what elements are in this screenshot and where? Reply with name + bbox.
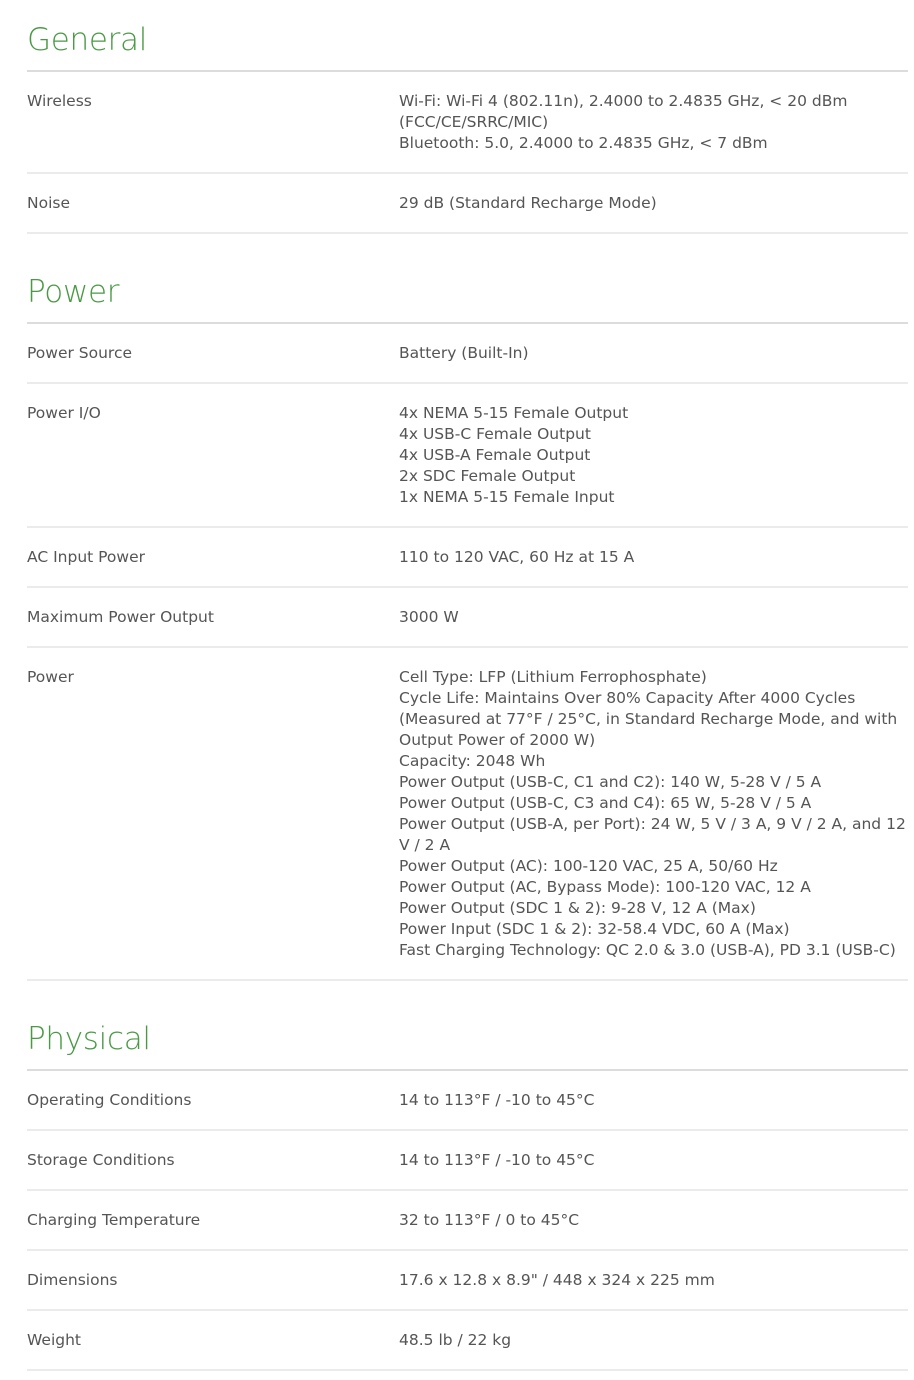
spec-value-line: Capacity: 2048 Wh: [399, 752, 546, 770]
spec-section-physical: [27, 981, 908, 1371]
spec-row: [27, 648, 908, 981]
spec-value-line: Power Output (USB-C, C3 and C4): 65 W, 5-28 V / 5 A: [399, 794, 812, 812]
spec-row: [27, 528, 908, 588]
spec-value-line: 29 dB (Standard Recharge Mode): [399, 194, 657, 212]
section-heading: General: [27, 0, 908, 72]
spec-value-line: Cell Type: LFP (Lithium Ferrophosphate): [399, 668, 707, 686]
spec-row: [27, 1251, 908, 1311]
spec-value-line: Power Output (USB-A, per Port): 24 W, 5 V / 3 A, 9 V / 2 A, and 12 V / 2 A: [399, 815, 906, 854]
spec-value-line: 48.5 lb / 22 kg: [399, 1331, 512, 1349]
spec-value: [399, 343, 908, 364]
spec-value-line: 110 to 120 VAC, 60 Hz at 15 A: [399, 548, 635, 566]
spec-row: [27, 1191, 908, 1251]
spec-value: [399, 403, 908, 508]
spec-label: Dimensions: [27, 1271, 118, 1289]
spec-label: Operating Conditions: [27, 1091, 192, 1109]
spec-value-line: 14 to 113°F / -10 to 45°C: [399, 1151, 595, 1169]
spec-value: [399, 1210, 908, 1231]
spec-value-line: Power Output (AC): 100-120 VAC, 25 A, 50/60 Hz: [399, 857, 778, 875]
spec-value-line: Fast Charging Technology: QC 2.0 & 3.0 (USB-A), PD 3.1 (USB-C): [399, 941, 896, 959]
spec-row: [27, 384, 908, 528]
spec-row: [27, 1071, 908, 1131]
spec-value: [399, 547, 908, 568]
section-heading: Power: [27, 234, 908, 324]
spec-row: [27, 324, 908, 384]
spec-value-line: Battery (Built-In): [399, 344, 529, 362]
spec-row: [27, 1131, 908, 1191]
spec-value-line: Bluetooth: 5.0, 2.4000 to 2.4835 GHz, < 7 dBm: [399, 134, 768, 152]
spec-label: Storage Conditions: [27, 1151, 175, 1169]
spec-value-line: 3000 W: [399, 608, 459, 626]
spec-value-line: 4x NEMA 5-15 Female Output: [399, 404, 629, 422]
spec-label: Power: [27, 668, 74, 686]
spec-row: [27, 72, 908, 174]
spec-section-general: [27, 0, 908, 234]
spec-value: [399, 1270, 908, 1291]
spec-row: [27, 1311, 908, 1371]
spec-value-line: 2x SDC Female Output: [399, 467, 576, 485]
spec-value-line: Power Input (SDC 1 & 2): 32-58.4 VDC, 60 A (Max): [399, 920, 790, 938]
section-heading: Physical: [27, 981, 908, 1071]
spec-value: [399, 193, 908, 214]
spec-label: Power Source: [27, 344, 133, 362]
spec-value-line: 17.6 x 12.8 x 8.9" / 448 x 324 x 225 mm: [399, 1271, 715, 1289]
spec-value: [399, 607, 908, 628]
spec-value-line: Wi-Fi: Wi-Fi 4 (802.11n), 2.4000 to 2.4835 GHz, < 20 dBm (FCC/CE/SRRC/MIC): [399, 92, 848, 131]
spec-value: [399, 1150, 908, 1171]
spec-value-line: Power Output (USB-C, C1 and C2): 140 W, 5-28 V / 5 A: [399, 773, 822, 791]
spec-row: [27, 174, 908, 234]
spec-value-line: Power Output (SDC 1 & 2): 9-28 V, 12 A (Max): [399, 899, 756, 917]
spec-value-line: Power Output (AC, Bypass Mode): 100-120 VAC, 12 A: [399, 878, 811, 896]
spec-label: AC Input Power: [27, 548, 146, 566]
spec-label: Weight: [27, 1331, 82, 1349]
spec-value: [399, 1330, 908, 1351]
spec-value: [399, 667, 908, 961]
spec-section-power: [27, 234, 908, 981]
spec-value-line: Cycle Life: Maintains Over 80% Capacity After 4000 Cycles (Measured at 77°F / 25°C, in Standard Recharge Mode, and with Output Power of 2000 W): [399, 689, 898, 749]
spec-label: Charging Temperature: [27, 1211, 201, 1229]
spec-value-line: 4x USB-C Female Output: [399, 425, 591, 443]
spec-value-line: 32 to 113°F / 0 to 45°C: [399, 1211, 580, 1229]
spec-value: [399, 91, 908, 154]
spec-row: [27, 588, 908, 648]
spec-value-line: 1x NEMA 5-15 Female Input: [399, 488, 615, 506]
spec-label: Noise: [27, 194, 70, 212]
specifications-sheet: [27, 0, 908, 1371]
spec-label: Wireless: [27, 92, 92, 110]
spec-value-line: 4x USB-A Female Output: [399, 446, 591, 464]
spec-label: Maximum Power Output: [27, 608, 214, 626]
spec-label: Power I/O: [27, 404, 101, 422]
spec-value-line: 14 to 113°F / -10 to 45°C: [399, 1091, 595, 1109]
spec-value: [399, 1090, 908, 1111]
